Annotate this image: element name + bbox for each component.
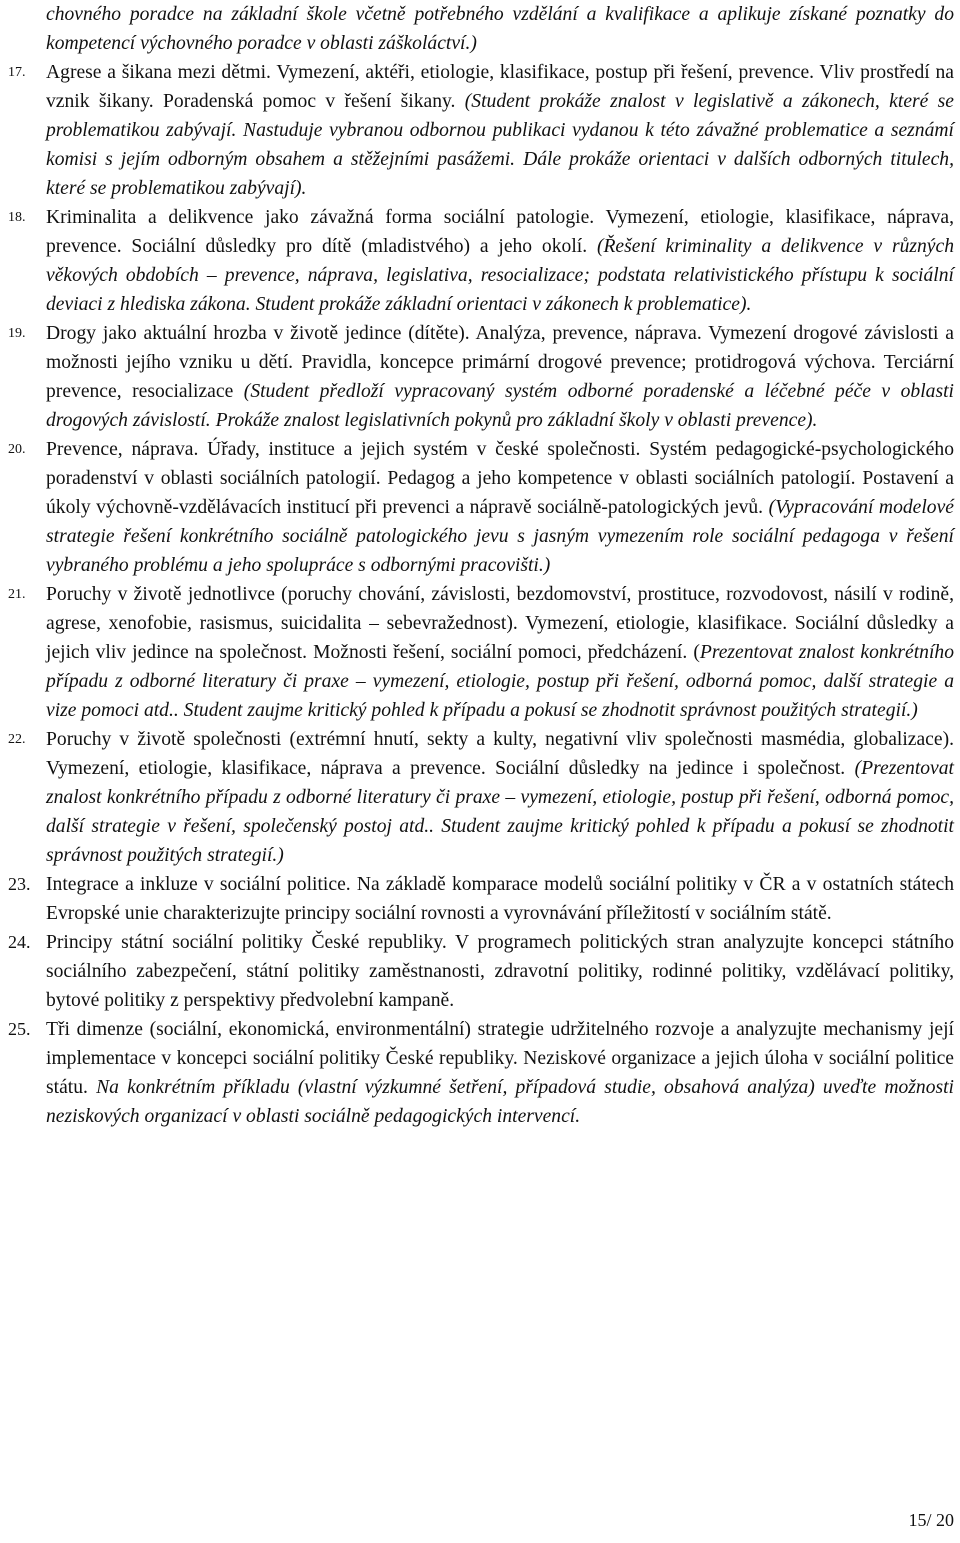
item-number: 24.	[8, 932, 31, 952]
item-italic-segment: (Prezentovat znalost konkrétního případu z odborné literatury či praxe – vymezení, etiologie, postup při řešení, odborná pomoc, další strategie v řešení, společenský postoj atd.. Student zaujme kritický pohled k případu a pokusí se zhodnotit správnost použitých strategií.)	[46, 758, 954, 866]
list-item	[8, 870, 954, 928]
item-number: 20.	[8, 442, 26, 457]
item-text	[46, 928, 954, 1015]
item-text	[46, 58, 954, 203]
list-item	[8, 725, 954, 870]
list-item	[8, 928, 954, 1015]
list-item	[8, 1015, 954, 1131]
item-text	[46, 203, 954, 319]
item-regular-segment: Drogy jako aktuální hrozba v životě jedince (dítěte). Analýza, prevence, náprava. Vymezení drogové závislosti a možnosti jejího vzniku u dětí. Pravidla, koncepce primární drogové prevence; protidrogová výchova. Terciární prevence, resocializace	[46, 323, 954, 402]
continuation-paragraph	[8, 0, 954, 58]
item-regular-segment: Integrace a inkluze v sociální politice. Na základě komparace modelů sociální politiky v ČR a v ostatních státech Evropské unie charakterizujte principy sociální rovnosti a vyrovnávání příležitostí v sociálním státě.	[46, 874, 954, 924]
item-text	[46, 435, 954, 580]
item-text	[46, 725, 954, 870]
item-italic-segment: Prezentovat znalost konkrétního případu z odborné literatury či praxe – vymezení, etiologie, postup při řešení, odborná pomoc, další strategie a vize pomoci atd.. Student zaujme kritický pohled k případu a pokusí se zhodnotit správnost použitých strategií.)	[46, 642, 954, 721]
item-number: 25.	[8, 1019, 31, 1039]
item-text	[46, 1015, 954, 1131]
item-italic-segment: (Student předloží vypracovaný systém odborné poradenské a léčebné péče v oblasti drogových závislostí. Prokáže znalost legislativních pokynů pro základní školy v oblasti prevence).	[46, 381, 954, 431]
item-regular-segment: Tři dimenze (sociální, ekonomická, environmentální) strategie udržitelného rozvoje a analyzujte mechanismy její implementace v koncepci sociální politiky České republiky. Neziskové organizace a jejich úloha v sociální politice státu.	[46, 1019, 954, 1098]
item-number: 18.	[8, 210, 26, 225]
item-text	[46, 580, 954, 725]
list-item	[8, 203, 954, 319]
list-item	[8, 435, 954, 580]
item-italic-segment: Na konkrétním příkladu (vlastní výzkumné šetření, případová studie, obsahová analýza) uveďte možnosti neziskových organizací v oblasti sociálně pedagogických intervencí.	[46, 1077, 954, 1127]
item-number: 17.	[8, 65, 26, 80]
item-regular-segment: Principy státní sociální politiky České republiky. V programech politických stran analyzujte koncepci státního sociálního zabezpečení, státní politiky zaměstnanosti, zdravotní politiky, rodinné politiky, vzdělávací politiky, bytové politiky z perspektivy předvolební kampaně.	[46, 932, 954, 1011]
item-regular-segment: Prevence, náprava. Úřady, instituce a jejich systém v české společnosti. Systém pedagogické-psychologického poradenství v oblasti sociálních patologií. Pedagog a jeho kompetence v oblasti sociálních patologií. Postavení a úkoly výchovně-vzdělávacích institucí při prevenci a nápravě sociálně-patologických jevů.	[46, 439, 954, 518]
item-text	[46, 870, 954, 928]
item-regular-segment: Agrese a šikana mezi dětmi. Vymezení, aktéři, etiologie, klasifikace, postup při řešení, prevence. Vliv prostředí na vznik šikany. Poradenská pomoc v řešení šikany.	[46, 62, 954, 112]
exam-topics-list	[8, 58, 954, 1131]
item-number: 19.	[8, 326, 26, 341]
item-italic-segment: (Vypracování modelové strategie řešení konkrétního sociálně patologického jevu s jasným vymezením role sociální pedagoga v řešení vybraného problému a jeho spolupráce s odbornými pracovišti.)	[46, 497, 954, 576]
item-regular-segment: Poruchy v životě společnosti (extrémní hnutí, sekty a kulty, negativní vliv společnosti masmédia, globalizace). Vymezení, etiologie, klasifikace, náprava a prevence. Sociální důsledky na jedince i společnost.	[46, 729, 954, 779]
list-item	[8, 580, 954, 725]
list-item	[8, 58, 954, 203]
document-content	[8, 0, 954, 1131]
item-text	[46, 319, 954, 435]
continuation-text: chovného poradce na základní škole včetně potřebného vzdělání a kvalifikace a aplikuje získané poznatky do kompetencí výchovného poradce v oblasti záškoláctví.)	[46, 4, 954, 54]
page-number: 15/ 20	[908, 1510, 954, 1530]
item-regular-segment: Poruchy v životě jednotlivce (poruchy chování, závislosti, bezdomovství, prostituce, rozvodovost, násilí v rodině, agrese, xenofobie, rasismus, suicidalita – sebevražednost). Vymezení, etiologie, klasifikace. Sociální důsledky a jejich vliv jedince na společnost. Možnosti řešení, sociální pomoci, předcházení. (	[46, 584, 954, 663]
item-number: 23.	[8, 874, 31, 894]
item-number: 22.	[8, 732, 26, 747]
list-item	[8, 319, 954, 435]
item-regular-segment: Kriminalita a delikvence jako závažná forma sociální patologie. Vymezení, etiologie, klasifikace, náprava, prevence. Sociální důsledky pro dítě (mladistvého) a jeho okolí.	[46, 207, 954, 257]
item-number: 21.	[8, 587, 26, 602]
item-italic-segment: (Student prokáže znalost v legislativě a zákonech, které se problematikou zabývají. Nastuduje vybranou odbornou publikaci vydanou k této závažné problematice a seznámí komisi s jejím odborným obsahem a stěžejními pasážemi. Dále prokáže orientaci v dalších odborných titulech, které se problematikou zabývají).	[46, 91, 955, 199]
item-italic-segment: (Řešení kriminality a delikvence v různých věkových obdobích – prevence, náprava, legislativa, resocializace; podstata relativistického přístupu k sociální deviaci z hlediska zákona. Student prokáže základní orientaci v zákonech k problematice).	[46, 236, 954, 315]
